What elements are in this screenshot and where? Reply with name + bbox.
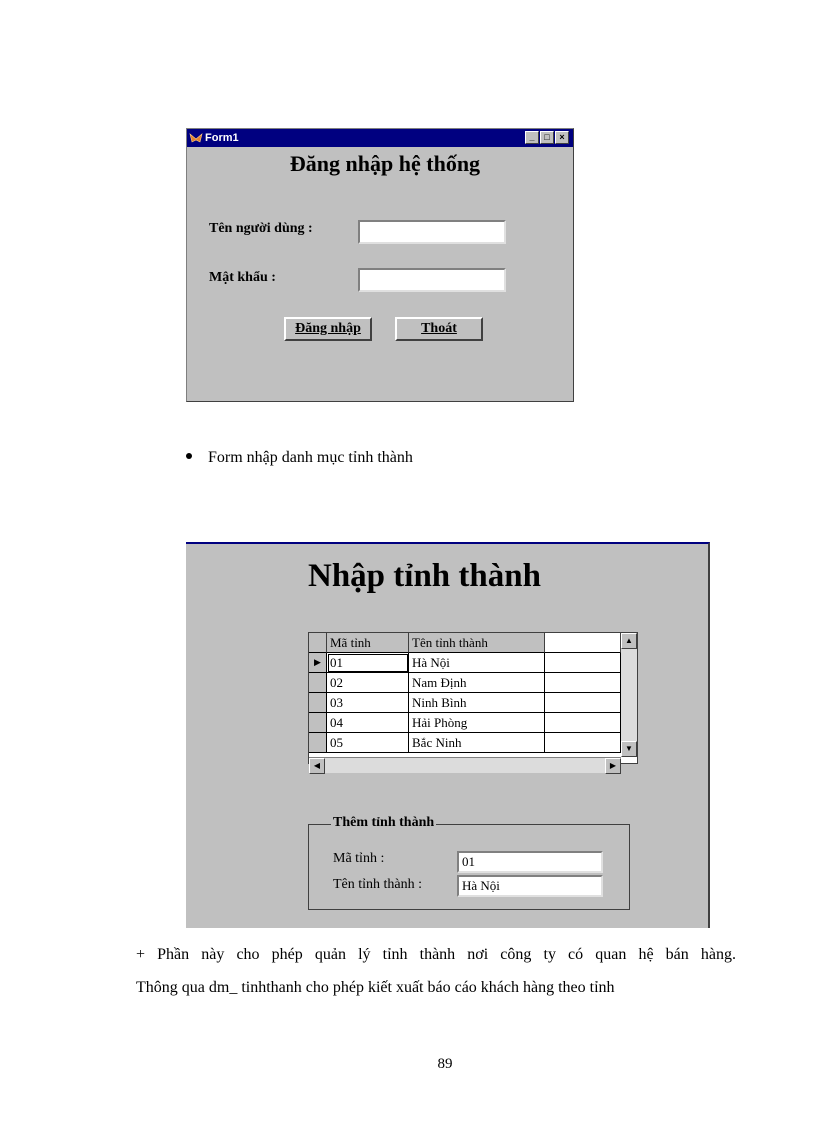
table-row[interactable]	[309, 673, 621, 693]
login-button[interactable]: Đăng nhập	[284, 317, 372, 341]
password-input[interactable]	[358, 268, 506, 292]
grid-cell-empty	[545, 653, 621, 673]
grid-header-row	[309, 633, 621, 653]
table-row[interactable]	[309, 653, 621, 673]
window-title: Form1	[205, 132, 239, 144]
horizontal-scrollbar[interactable]	[309, 757, 621, 773]
bullet-icon	[186, 453, 192, 459]
grid-cell-name[interactable]: Ninh Bình	[409, 693, 545, 713]
scroll-up-icon[interactable]: ▲	[621, 633, 637, 649]
current-row-icon: ▶	[309, 653, 327, 673]
minimize-icon[interactable]: _	[525, 131, 539, 144]
province-name-label: Tên tỉnh thành :	[333, 877, 423, 892]
grid-cell-code[interactable]: 03	[327, 693, 409, 713]
paragraph-line-1: + Phần này cho phép quản lý tỉnh thành nơi công ty có quan hệ bán hàng.	[136, 946, 736, 963]
row-indicator	[309, 673, 327, 693]
row-indicator	[309, 733, 327, 753]
app-icon	[189, 131, 203, 145]
add-province-groupbox	[308, 815, 630, 910]
province-code-label: Mã tỉnh :	[333, 851, 385, 866]
grid-corner-cell	[309, 633, 327, 653]
login-form-window	[186, 128, 574, 402]
province-form-window	[186, 542, 710, 928]
grid-cell-name[interactable]: Bắc Ninh	[409, 733, 545, 753]
province-code-input[interactable]: 01	[457, 851, 603, 873]
row-indicator	[309, 713, 327, 733]
username-input[interactable]	[358, 220, 506, 244]
maximize-icon[interactable]: □	[540, 131, 554, 144]
username-label: Tên người dùng :	[209, 221, 313, 236]
table-row[interactable]	[309, 713, 621, 733]
login-titlebar	[187, 129, 573, 147]
scroll-right-icon[interactable]: ▶	[605, 758, 621, 774]
grid-column-header[interactable]: Mã tỉnh	[327, 633, 409, 653]
grid-cell-code[interactable]: 02	[327, 673, 409, 693]
groupbox-title: Thêm tỉnh thành	[333, 815, 435, 830]
grid-cell-code[interactable]: 05	[327, 733, 409, 753]
login-heading: Đăng nhập hệ thống	[289, 151, 481, 176]
row-indicator	[309, 693, 327, 713]
grid-cell-name[interactable]: Nam Định	[409, 673, 545, 693]
grid-empty-header	[545, 633, 621, 653]
grid-cell-name[interactable]: Hải Phòng	[409, 713, 545, 733]
grid-cell-empty	[545, 733, 621, 753]
scroll-left-icon[interactable]: ◀	[309, 758, 325, 774]
table-row[interactable]	[309, 733, 621, 753]
grid-cell-code[interactable]: 01	[327, 653, 409, 673]
province-heading: Nhập tỉnh thành	[308, 558, 541, 594]
exit-button[interactable]: Thoát	[395, 317, 483, 341]
description-paragraph	[136, 938, 736, 1004]
grid-cell-empty	[545, 673, 621, 693]
paragraph-line-2: Thông qua dm_ tinhthanh cho phép kiết xuất báo cáo khách hàng theo tỉnh	[136, 979, 615, 996]
table-row[interactable]	[309, 693, 621, 713]
grid-cell-empty	[545, 693, 621, 713]
grid-column-header[interactable]: Tên tỉnh thành	[409, 633, 545, 653]
bullet-text: Form nhập danh mục tỉnh thành	[208, 449, 413, 466]
bullet-item	[186, 449, 413, 467]
page-number: 89	[437, 1056, 453, 1072]
grid-cell-name[interactable]: Hà Nội	[409, 653, 545, 673]
password-label: Mật khẩu :	[209, 270, 276, 285]
province-name-input[interactable]: Hà Nội	[457, 875, 603, 897]
province-grid[interactable]	[308, 632, 638, 770]
close-icon[interactable]: ×	[555, 131, 569, 144]
vertical-scrollbar[interactable]	[621, 633, 637, 757]
grid-cell-code[interactable]: 04	[327, 713, 409, 733]
grid-cell-empty	[545, 713, 621, 733]
scroll-down-icon[interactable]: ▼	[621, 741, 637, 757]
